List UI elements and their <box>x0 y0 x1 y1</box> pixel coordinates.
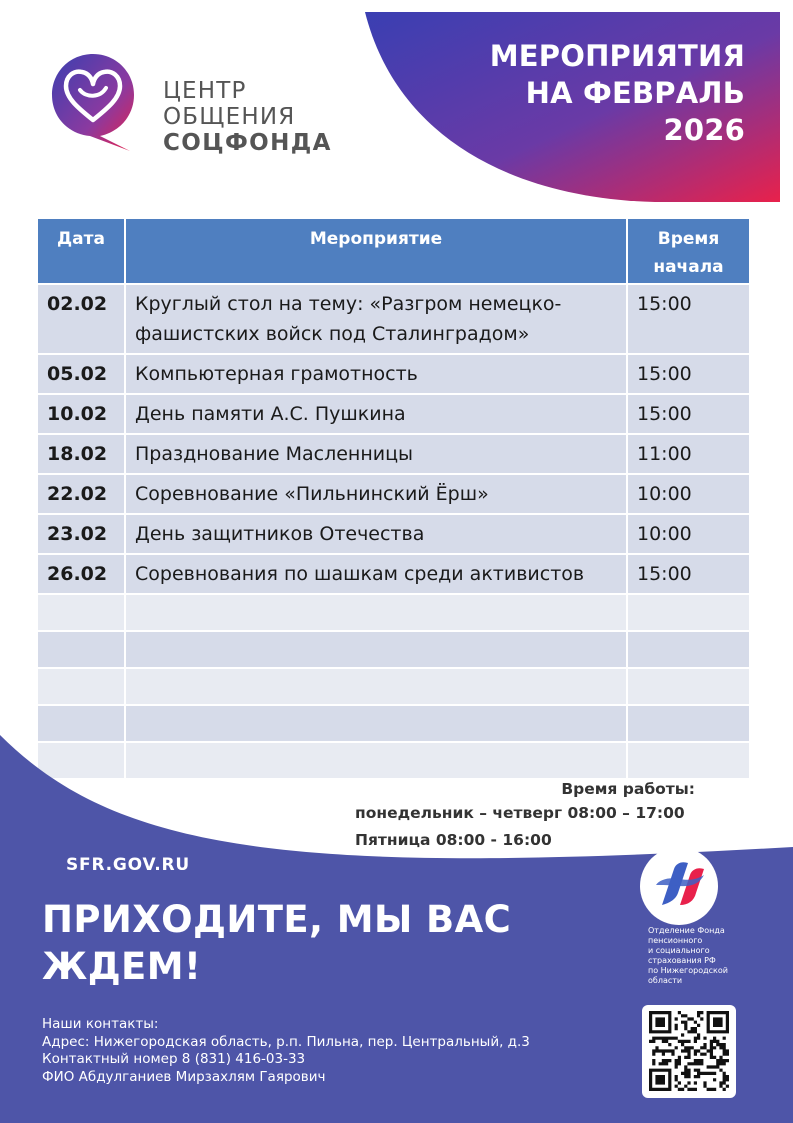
event-name: Компьютерная грамотность <box>125 354 627 394</box>
event-date: 18.02 <box>37 434 125 474</box>
slogan-line: ПРИХОДИТЕ, МЫ ВАС <box>42 898 512 941</box>
contacts-person: ФИО Абдулганиев Мирзахлям Гаярович <box>42 1068 326 1085</box>
event-time: 11:00 <box>627 434 750 474</box>
header-event: Мероприятие <box>125 218 627 284</box>
sfr-caption-line: по Нижегородской <box>648 966 728 975</box>
sfr-caption-line: пенсионного <box>648 936 703 945</box>
event-name: Соревнование «Пильнинский Ёрш» <box>125 474 627 514</box>
event-time: 15:00 <box>627 284 750 354</box>
event-date: 05.02 <box>37 354 125 394</box>
contacts-phone: Контактный номер 8 (831) 416-03-33 <box>42 1051 306 1067</box>
table-row <box>37 434 750 474</box>
event-name-line: Круглый стол на тему: «Разгром немецко- <box>135 293 562 315</box>
sfr-logo-icon <box>640 847 718 925</box>
table-header-row <box>37 218 750 284</box>
event-name: День памяти А.С. Пушкина <box>125 394 627 434</box>
sfr-caption-line: страхования РФ <box>648 956 716 965</box>
event-time: 10:00 <box>627 514 750 554</box>
table-row <box>37 554 750 594</box>
slogan <box>42 896 511 990</box>
sfr-caption <box>648 926 758 986</box>
page-title-line: НА ФЕВРАЛЬ <box>525 76 745 110</box>
page-title-line: МЕРОПРИЯТИЯ <box>489 39 745 73</box>
contacts-heading: Наши контакты: <box>42 1016 159 1032</box>
empty-table-row <box>37 594 750 631</box>
header-time <box>627 218 750 284</box>
event-time: 15:00 <box>627 354 750 394</box>
slogan-line: ЖДЕМ! <box>42 945 202 988</box>
qr-code[interactable] <box>642 1005 736 1098</box>
header-time-line: начала <box>653 257 724 277</box>
contacts-address: Адрес: Нижегородская область, р.п. Пильна, пер. Центральный, д.3 <box>42 1033 530 1050</box>
header-date: Дата <box>37 218 125 284</box>
logo-line: ОБЩЕНИЯ <box>163 104 296 130</box>
table-row <box>37 474 750 514</box>
event-name <box>125 284 627 354</box>
table-row <box>37 284 750 354</box>
work-hours-friday: Пятница 08:00 - 16:00 <box>355 831 552 849</box>
event-name: Празднование Масленницы <box>125 434 627 474</box>
table-row <box>37 514 750 554</box>
event-name: Соревнования по шашкам среди активистов <box>125 554 627 594</box>
heart-speech-bubble-icon <box>50 50 136 153</box>
sfr-caption-line: области <box>648 976 683 985</box>
website-link[interactable]: SFR.GOV.RU <box>66 855 190 875</box>
event-name-line: фашистских войск под Сталинградом» <box>135 323 530 345</box>
work-hours-weekdays: понедельник – четверг 08:00 – 17:00 <box>355 804 685 822</box>
event-time: 15:00 <box>627 394 750 434</box>
event-date: 22.02 <box>37 474 125 514</box>
logo-line: СОЦФОНДА <box>163 130 332 156</box>
table-row <box>37 354 750 394</box>
page-title <box>405 38 745 149</box>
contacts <box>42 1016 530 1086</box>
event-time: 10:00 <box>627 474 750 514</box>
sfr-caption-line: и социального <box>648 946 710 955</box>
header-time-line: Время <box>657 229 720 249</box>
sfr-caption-line: Отделение Фонда <box>648 926 725 935</box>
event-date: 02.02 <box>37 284 125 354</box>
event-name: День защитников Отечества <box>125 514 627 554</box>
work-hours <box>355 778 700 854</box>
page-title-line: 2026 <box>663 113 745 147</box>
empty-table-row <box>37 631 750 668</box>
event-date: 10.02 <box>37 394 125 434</box>
logo-text <box>163 78 332 156</box>
empty-table-row <box>37 668 750 705</box>
table-row <box>37 394 750 434</box>
logo-line: ЦЕНТР <box>163 78 247 104</box>
events-table <box>36 217 751 780</box>
event-date: 26.02 <box>37 554 125 594</box>
work-hours-title: Время работы: <box>561 780 695 798</box>
event-time: 15:00 <box>627 554 750 594</box>
event-date: 23.02 <box>37 514 125 554</box>
qr-code-icon <box>649 1011 729 1091</box>
